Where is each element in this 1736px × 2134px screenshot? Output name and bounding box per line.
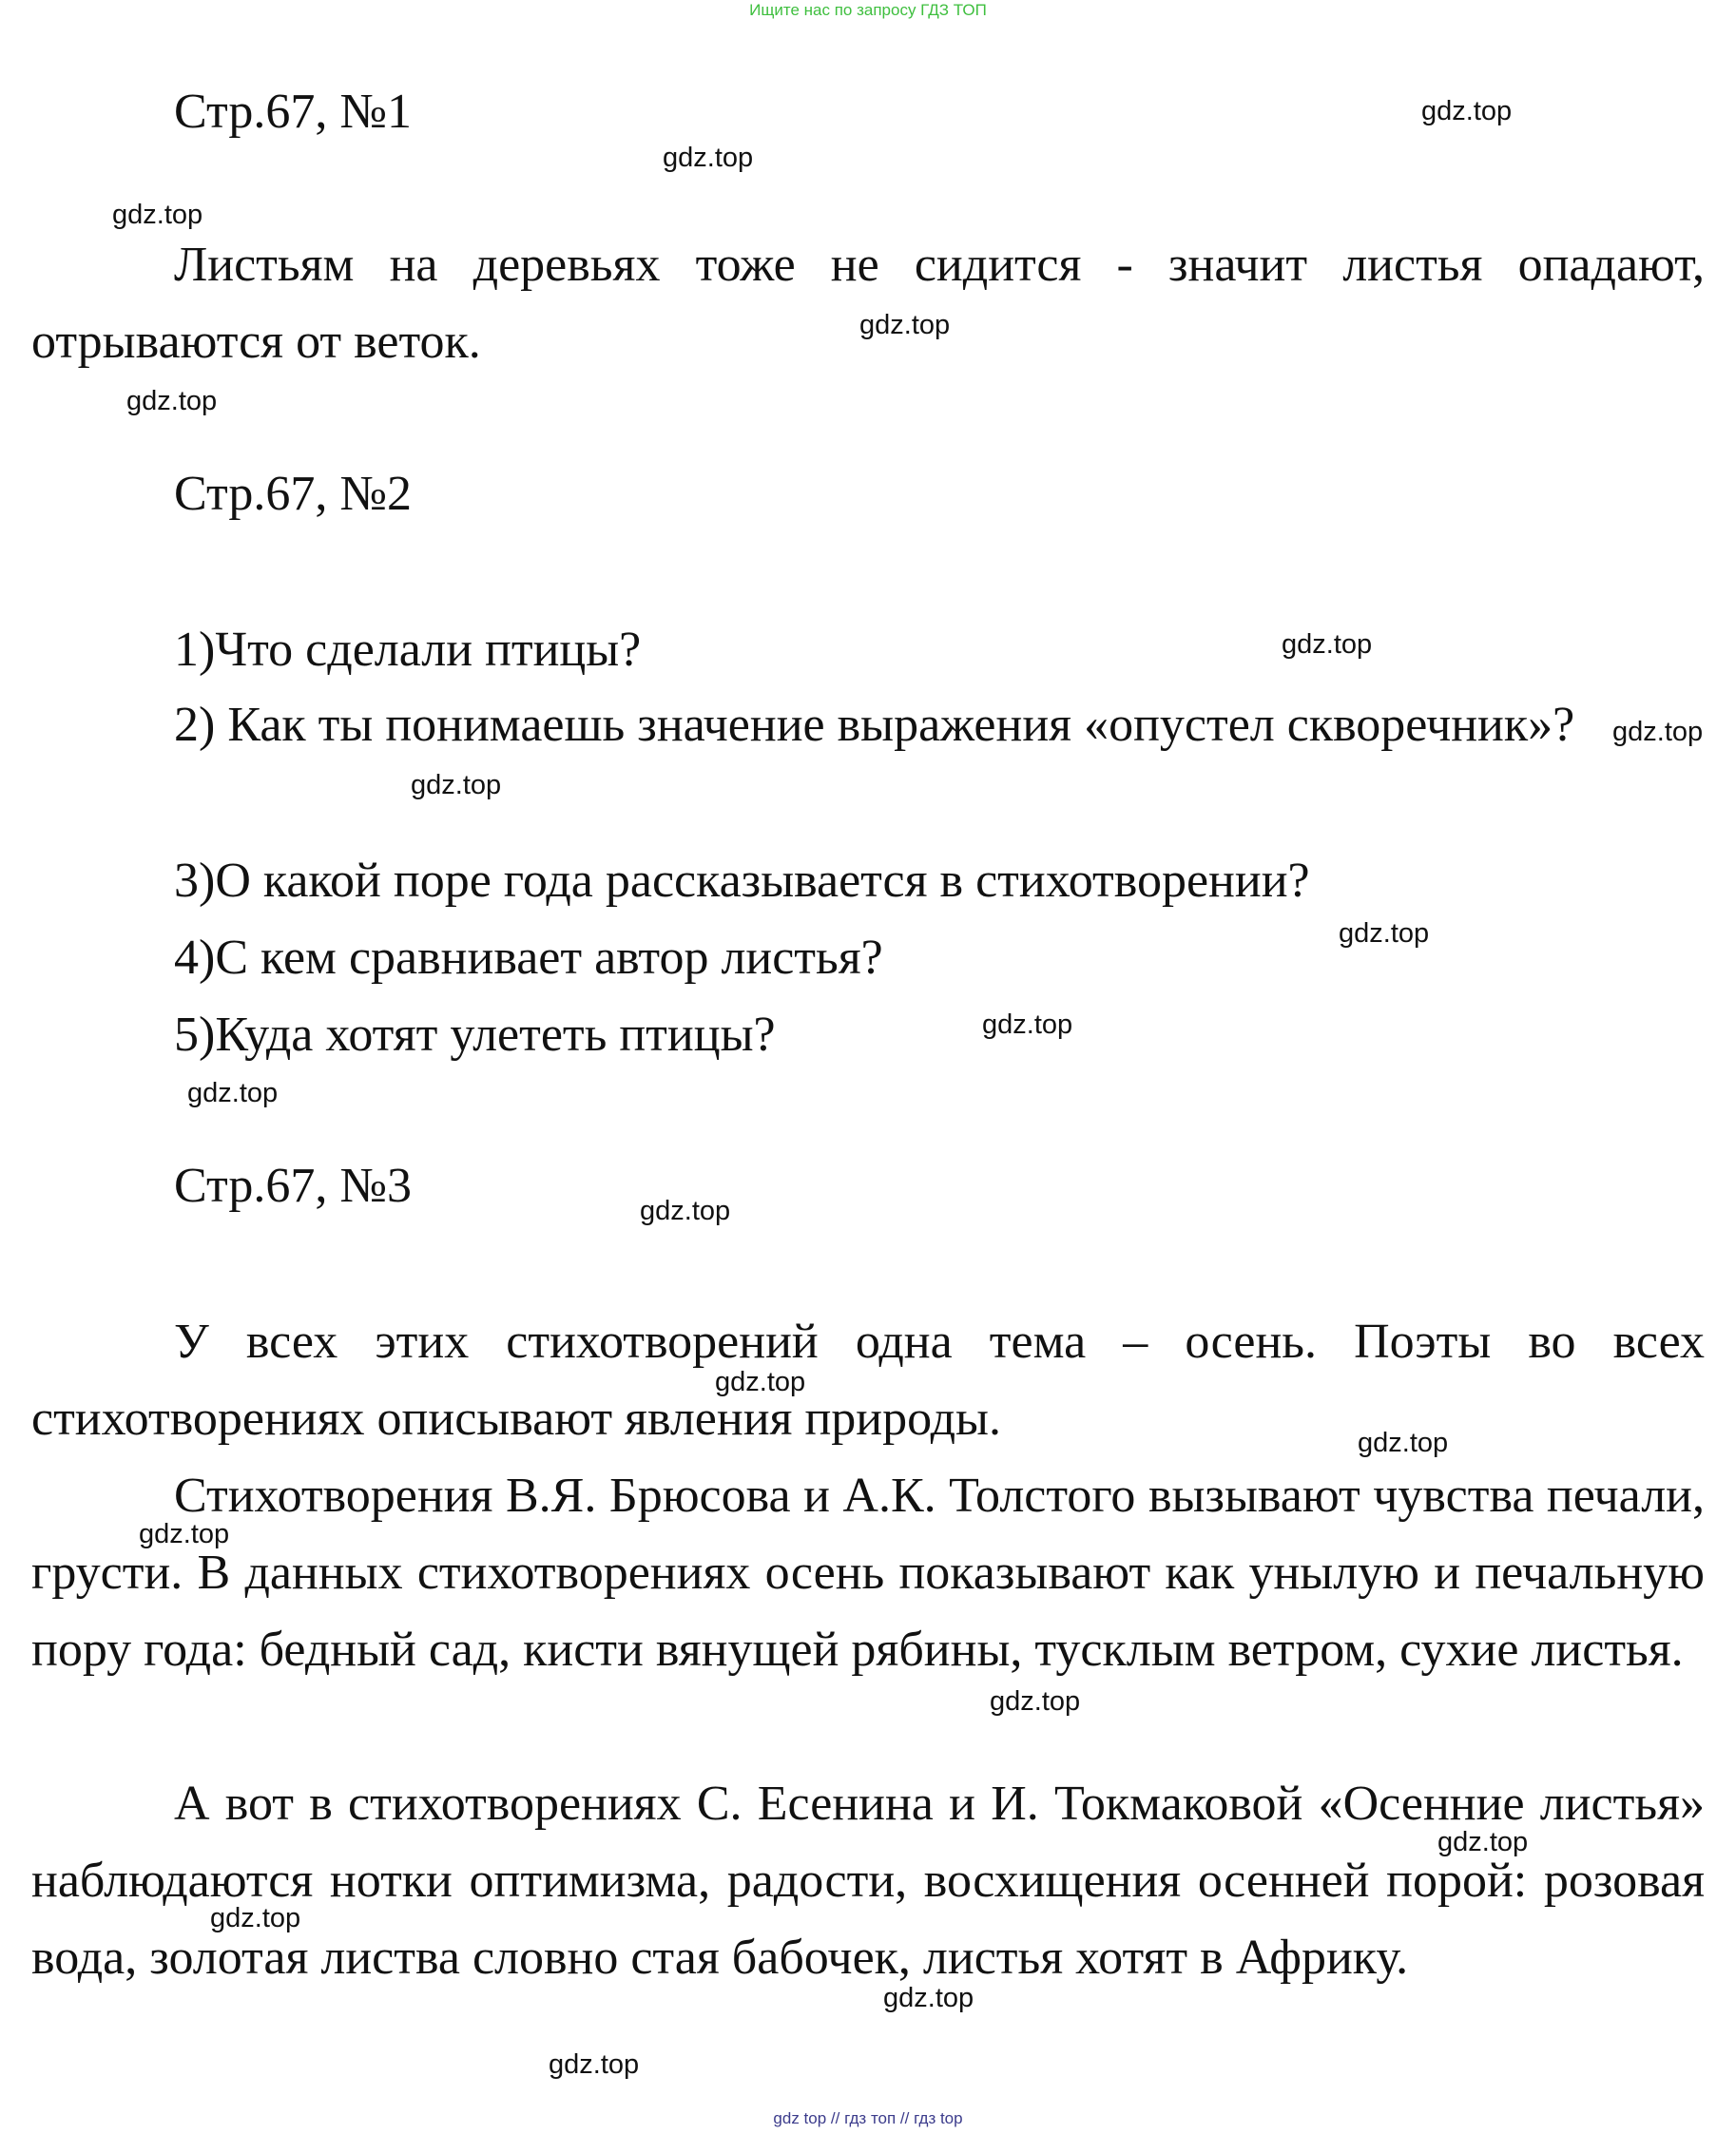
heading-section-2: Стр.67, №2	[174, 467, 412, 521]
watermark: gdz.top	[1612, 717, 1704, 747]
watermark: gdz.top	[112, 200, 203, 230]
paragraph-3-2: Стихотворения В.Я. Брюсова и А.К. Толстого вызывают чувства печали, грусти. В данных стихотворениях осень показывают как унылую и печальную пору года: бедный сад, кисти вянущей рябины, тусклым ветром, сухие листья.	[31, 1469, 1705, 1677]
top-search-hint: Ищите нас по запросу ГДЗ ТОП	[749, 1, 987, 19]
watermark: gdz.top	[1282, 629, 1373, 660]
watermark: gdz.top	[883, 1983, 974, 2013]
paragraph-section-1: Листьям на деревьях тоже не сидится - значит листья опадают, отрываются от веток.	[31, 238, 1705, 369]
watermark: gdz.top	[139, 1519, 230, 1549]
watermark: gdz.top	[411, 770, 502, 800]
watermark: gdz.top	[1358, 1428, 1449, 1458]
heading-section-1: Стр.67, №1	[174, 85, 412, 139]
watermark: gdz.top	[982, 1009, 1073, 1040]
watermark: gdz.top	[640, 1196, 731, 1226]
watermark: gdz.top	[1339, 918, 1430, 949]
watermark: gdz.top	[126, 386, 218, 416]
paragraph-3-3: А вот в стихотворениях С. Есенина и И. Токмаковой «Осенние листья» наблюдаются нотки оптимизма, радости, восхищения осенней порой: розовая вода, золотая листва словно стая бабочек, листья хотят в Африку.	[31, 1777, 1705, 1985]
question-1: 1)Что сделали птицы?	[174, 623, 642, 677]
question-4: 4)С кем сравнивает автор листья?	[174, 931, 883, 985]
watermark: gdz.top	[990, 1686, 1081, 1717]
watermark: gdz.top	[1437, 1827, 1529, 1857]
watermark: gdz.top	[1421, 96, 1513, 126]
question-2: 2) Как ты понимаешь значение выражения «опустел скворечник»?	[174, 698, 1575, 752]
watermark: gdz.top	[210, 1903, 301, 1933]
watermark: gdz.top	[715, 1367, 806, 1397]
heading-section-3: Стр.67, №3	[174, 1159, 412, 1213]
question-3: 3)О какой поре года рассказывается в стихотворении?	[174, 854, 1310, 908]
watermark: gdz.top	[549, 2049, 640, 2080]
watermark: gdz.top	[859, 310, 951, 340]
paragraph-3-1: У всех этих стихотворений одна тема – осень. Поэты во всех стихотворениях описывают явления природы.	[31, 1315, 1705, 1446]
watermark: gdz.top	[187, 1078, 279, 1108]
footer-watermark: gdz top // гдз топ // гдз top	[773, 2109, 963, 2127]
watermark: gdz.top	[663, 143, 754, 173]
question-5: 5)Куда хотят улететь птицы?	[174, 1008, 776, 1062]
